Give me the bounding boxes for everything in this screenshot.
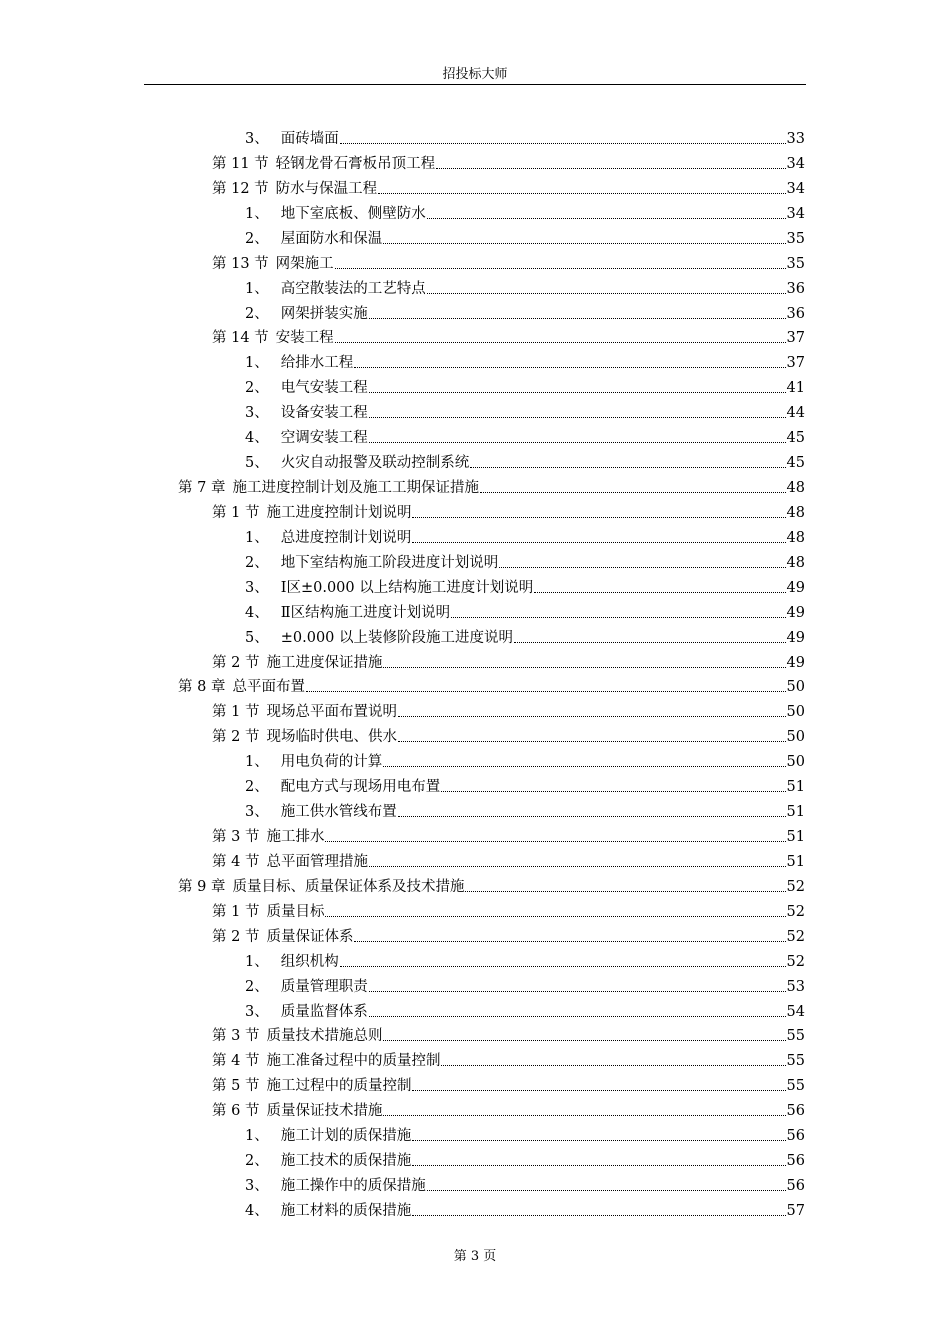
toc-entry[interactable]	[212, 847, 805, 872]
toc-entry-number: 第 11 节	[212, 155, 269, 172]
toc-entry-title: 施工供水管线布置	[280, 804, 397, 821]
toc-entry-number: 3、	[245, 579, 269, 596]
toc-entry-number: 1、	[245, 953, 269, 970]
toc-entry-page: 51	[786, 829, 805, 846]
toc-entry-page: 34	[786, 205, 805, 222]
toc-entry[interactable]	[212, 249, 805, 274]
toc-entry-title: 总平面布置	[232, 679, 305, 696]
toc-entry-page: 50	[786, 754, 805, 771]
toc-entry-page: 52	[786, 878, 805, 895]
toc-entry-title: 施工计划的质保措施	[280, 1128, 412, 1145]
toc-entry-title: Ⅱ区结构施工进度计划说明	[280, 604, 451, 621]
toc-entry-number: 第 7 章	[178, 480, 226, 497]
toc-entry-title: 现场总平面布置说明	[266, 704, 397, 721]
toc-entry-number: 第 4 节	[212, 853, 260, 870]
toc-entry-number: 第 2 节	[212, 928, 260, 945]
toc-entry-page: 36	[786, 280, 805, 297]
toc-entry-number: 第 8 章	[178, 679, 226, 696]
dot-leader	[354, 941, 785, 942]
dot-leader	[335, 268, 786, 269]
toc-entry-number: 第 2 节	[212, 654, 260, 671]
dot-leader	[534, 592, 785, 593]
toc-entry-title: 质量目标	[266, 903, 325, 920]
toc-entry-number: 第 4 节	[212, 1053, 260, 1070]
dot-leader	[427, 293, 786, 294]
toc-entry-page: 54	[786, 1003, 805, 1020]
toc-entry-page: 48	[786, 529, 805, 546]
toc-entry-number: 2、	[245, 305, 269, 322]
toc-entry-page: 33	[786, 131, 805, 147]
toc-entry-title: 火灾自动报警及联动控制系统	[280, 455, 470, 472]
toc-entry[interactable]	[212, 722, 805, 747]
toc-entry-page: 55	[786, 1028, 805, 1045]
toc-entry-page: 35	[786, 230, 805, 247]
toc-entry-number: 第 3 节	[212, 1028, 260, 1045]
dot-leader	[427, 218, 786, 219]
toc-entry-page: 50	[786, 679, 805, 696]
dot-leader	[427, 1190, 786, 1191]
toc-entry[interactable]	[245, 348, 805, 373]
dot-leader	[412, 542, 785, 543]
toc-entry-page: 52	[786, 928, 805, 945]
page-header: 招投标大师	[144, 66, 806, 85]
toc-entry[interactable]	[245, 124, 805, 149]
toc-entry[interactable]	[212, 897, 805, 922]
toc-entry-title: 施工进度保证措施	[266, 654, 383, 671]
toc-entry-title: 网架施工	[275, 255, 334, 272]
dot-leader	[480, 492, 786, 493]
toc-entry[interactable]	[245, 747, 805, 772]
dot-leader	[369, 392, 786, 393]
toc-entry[interactable]	[212, 1046, 805, 1071]
toc-entry[interactable]	[245, 1121, 805, 1146]
toc-entry-number: 1、	[245, 529, 269, 546]
toc-entry[interactable]	[245, 947, 805, 972]
toc-entry[interactable]	[212, 1071, 805, 1096]
toc-entry[interactable]	[245, 224, 805, 249]
toc-entry[interactable]	[245, 299, 805, 324]
toc-entry-page: 48	[786, 480, 805, 497]
toc-entry[interactable]	[245, 797, 805, 822]
dot-leader	[398, 716, 786, 717]
toc-entry-title: 网架拼装实施	[280, 305, 368, 322]
dot-leader	[383, 667, 785, 668]
toc-entry-title: 设备安装工程	[280, 405, 368, 422]
toc-entry-page: 51	[786, 853, 805, 870]
toc-entry-title: 质量管理职责	[280, 978, 368, 995]
toc-entry-page: 55	[786, 1053, 805, 1070]
toc-entry-page: 56	[786, 1153, 805, 1170]
toc-entry-page: 48	[786, 504, 805, 521]
toc-entry-number: 1、	[245, 754, 269, 771]
toc-entry-number: 3、	[245, 131, 269, 147]
dot-leader	[412, 1090, 785, 1091]
toc-entry-number: 第 5 节	[212, 1078, 260, 1095]
toc-entry-title: 用电负荷的计算	[280, 754, 383, 771]
toc-entry[interactable]	[245, 373, 805, 398]
toc-entry-title: 施工准备过程中的质量控制	[266, 1053, 441, 1070]
toc-entry-page: 52	[786, 903, 805, 920]
toc-entry[interactable]	[178, 672, 805, 697]
toc-entry[interactable]	[245, 623, 805, 648]
toc-entry-title: 施工进度控制计划及施工工期保证措施	[232, 480, 479, 497]
toc-entry-number: 2、	[245, 1153, 269, 1170]
dot-leader	[412, 1140, 785, 1141]
toc-entry[interactable]	[245, 523, 805, 548]
toc-entry-title: 质量保证技术措施	[266, 1103, 383, 1120]
toc-entry-number: 第 14 节	[212, 330, 269, 347]
toc-entry-number: 3、	[245, 405, 269, 422]
toc-entry-title: 电气安装工程	[280, 380, 368, 397]
toc-entry-title: Ⅰ区±0.000 以上结构施工进度计划说明	[280, 579, 534, 596]
toc-entry-title: 地下室底板、侧壁防水	[280, 205, 426, 222]
toc-entry-page: 57	[786, 1202, 805, 1219]
toc-entry-title: 质量监督体系	[280, 1003, 368, 1020]
toc-entry-title: 施工排水	[266, 829, 325, 846]
toc-entry-page: 56	[786, 1178, 805, 1195]
toc-entry-page: 49	[786, 579, 805, 596]
toc-entry-title: 质量目标、质量保证体系及技术措施	[232, 878, 465, 895]
toc-entry[interactable]	[245, 772, 805, 797]
toc-entry[interactable]	[178, 473, 805, 498]
toc-entry-number: 1、	[245, 1128, 269, 1145]
toc-entry-number: 2、	[245, 380, 269, 397]
toc-entry-number: 2、	[245, 779, 269, 796]
toc-entry-title: 施工操作中的质保措施	[280, 1178, 426, 1195]
toc-entry[interactable]	[245, 548, 805, 573]
toc-entry-page: 50	[786, 704, 805, 721]
toc-entry[interactable]	[245, 1146, 805, 1171]
toc-entry[interactable]	[212, 697, 805, 722]
dot-leader	[369, 318, 786, 319]
dot-leader	[340, 143, 786, 144]
toc-entry-page: 53	[786, 978, 805, 995]
toc-entry-page: 36	[786, 305, 805, 322]
toc-entry-page: 55	[786, 1078, 805, 1095]
toc-entry-title: 面砖墙面	[280, 131, 339, 147]
toc-entry-number: 第 9 章	[178, 878, 226, 895]
dot-leader	[369, 442, 786, 443]
toc-entry[interactable]	[212, 323, 805, 348]
toc-entry[interactable]	[212, 648, 805, 673]
toc-entry-title: 屋面防水和保温	[280, 230, 383, 247]
dot-leader	[436, 168, 785, 169]
toc-entry-title: 现场临时供电、供水	[266, 729, 397, 746]
toc-entry-number: 第 2 节	[212, 729, 260, 746]
dot-leader	[383, 1040, 785, 1041]
toc-entry-title: 防水与保温工程	[275, 180, 378, 197]
toc-entry-page: 34	[786, 180, 805, 197]
toc-entry[interactable]	[245, 972, 805, 997]
toc-entry-title: 施工材料的质保措施	[280, 1202, 412, 1219]
toc-entry-number: 第 1 节	[212, 504, 260, 521]
toc-entry-number: 5、	[245, 629, 269, 646]
toc-entry[interactable]	[245, 573, 805, 598]
toc-entry-number: 第 6 节	[212, 1103, 260, 1120]
toc-entry-title: 高空散装法的工艺特点	[280, 280, 426, 297]
page-number: 第 3 页	[453, 1249, 497, 1264]
dot-leader	[451, 617, 785, 618]
toc-entry-number: 5、	[245, 455, 269, 472]
toc-entry-page: 41	[786, 380, 805, 397]
toc-entry-page: 51	[786, 779, 805, 796]
toc-entry-number: 4、	[245, 604, 269, 621]
toc-entry[interactable]	[245, 274, 805, 299]
toc-entry-page: 49	[786, 604, 805, 621]
toc-entry-number: 第 12 节	[212, 180, 269, 197]
toc-entry-page: 50	[786, 729, 805, 746]
toc-entry-number: 2、	[245, 978, 269, 995]
toc-entry-number: 第 3 节	[212, 829, 260, 846]
toc-entry-page: 37	[786, 355, 805, 372]
toc-entry-page: 34	[786, 155, 805, 172]
dot-leader	[383, 243, 785, 244]
toc-entry-title: 质量保证体系	[266, 928, 354, 945]
toc-entry-number: 1、	[245, 280, 269, 297]
dot-leader	[369, 417, 786, 418]
dot-leader	[325, 916, 785, 917]
toc-entry-number: 3、	[245, 1178, 269, 1195]
dot-leader	[470, 467, 785, 468]
toc-entry-page: 44	[786, 405, 805, 422]
dot-leader	[369, 1016, 786, 1017]
dot-leader	[340, 966, 786, 967]
dot-leader	[412, 517, 785, 518]
dot-leader	[441, 791, 785, 792]
dot-leader	[369, 991, 786, 992]
toc-entry-title: 质量技术措施总则	[266, 1028, 383, 1045]
dot-leader	[383, 1115, 785, 1116]
dot-leader	[383, 766, 785, 767]
toc-entry-title: 总平面管理措施	[266, 853, 368, 870]
dot-leader	[335, 342, 786, 343]
toc-entry-page: 49	[786, 654, 805, 671]
toc-entry-page: 56	[786, 1103, 805, 1120]
toc-entry-number: 2、	[245, 554, 269, 571]
toc-entry[interactable]	[212, 1021, 805, 1046]
toc-entry[interactable]	[212, 498, 805, 523]
toc-entry-number: 第 1 节	[212, 704, 260, 721]
toc-entry-number: 第 1 节	[212, 903, 260, 920]
toc-entry[interactable]	[245, 997, 805, 1022]
dot-leader	[325, 841, 785, 842]
dot-leader	[412, 1215, 785, 1216]
toc-entry-title: 施工过程中的质量控制	[266, 1078, 412, 1095]
toc-entry[interactable]	[245, 1171, 805, 1196]
toc-entry-page: 37	[786, 330, 805, 347]
toc-entry-title: 施工进度控制计划说明	[266, 504, 412, 521]
dot-leader	[514, 642, 786, 643]
toc-entry-number: 3、	[245, 804, 269, 821]
toc-entry-page: 48	[786, 554, 805, 571]
toc-entry-number: 2、	[245, 230, 269, 247]
toc-entry-title: 施工技术的质保措施	[280, 1153, 412, 1170]
toc-entry[interactable]	[212, 174, 805, 199]
toc-entry-page: 45	[786, 455, 805, 472]
toc-entry[interactable]	[212, 822, 805, 847]
toc-entry-title: 安装工程	[275, 330, 334, 347]
toc-entry-title: 地下室结构施工阶段进度计划说明	[280, 554, 499, 571]
dot-leader	[499, 567, 785, 568]
toc-entry-number: 4、	[245, 430, 269, 447]
toc-entry[interactable]	[212, 922, 805, 947]
toc-entry-title: 给排水工程	[280, 355, 354, 372]
toc-entry-page: 52	[786, 953, 805, 970]
toc-entry[interactable]	[178, 872, 805, 897]
dot-leader	[465, 891, 785, 892]
toc-entry-title: 组织机构	[280, 953, 339, 970]
dot-leader	[398, 816, 786, 817]
toc-entry[interactable]	[212, 149, 805, 174]
toc-entry-page: 51	[786, 804, 805, 821]
toc-entry[interactable]	[245, 448, 805, 473]
toc-entry-page: 49	[786, 629, 805, 646]
toc-entry-number: 4、	[245, 1202, 269, 1219]
toc-entry-page: 35	[786, 255, 805, 272]
dot-leader	[378, 193, 785, 194]
toc-entry-title: 配电方式与现场用电布置	[280, 779, 441, 796]
toc-entry-number: 1、	[245, 355, 269, 372]
toc-entry[interactable]	[212, 1096, 805, 1121]
toc-entry-title: 总进度控制计划说明	[280, 529, 412, 546]
toc-entry[interactable]	[245, 423, 805, 448]
toc-entry-page: 45	[786, 430, 805, 447]
dot-leader	[398, 741, 786, 742]
toc-entry-number: 第 13 节	[212, 255, 269, 272]
dot-leader	[306, 691, 786, 692]
toc-entry[interactable]	[245, 598, 805, 623]
dot-leader	[354, 367, 785, 368]
toc-entry-title: 轻钢龙骨石膏板吊顶工程	[275, 155, 436, 172]
toc-entry-title: ±0.000 以上装修阶段施工进度说明	[280, 629, 514, 646]
toc-entry-title: 空调安装工程	[280, 430, 368, 447]
toc-entry-page: 56	[786, 1128, 805, 1145]
toc-entry[interactable]	[245, 1196, 805, 1221]
toc-entry[interactable]	[245, 199, 805, 224]
toc-entry[interactable]	[245, 398, 805, 423]
dot-leader	[412, 1165, 785, 1166]
dot-leader	[441, 1065, 785, 1066]
toc-entry-number: 3、	[245, 1003, 269, 1020]
toc-entry-number: 1、	[245, 205, 269, 222]
dot-leader	[369, 866, 786, 867]
